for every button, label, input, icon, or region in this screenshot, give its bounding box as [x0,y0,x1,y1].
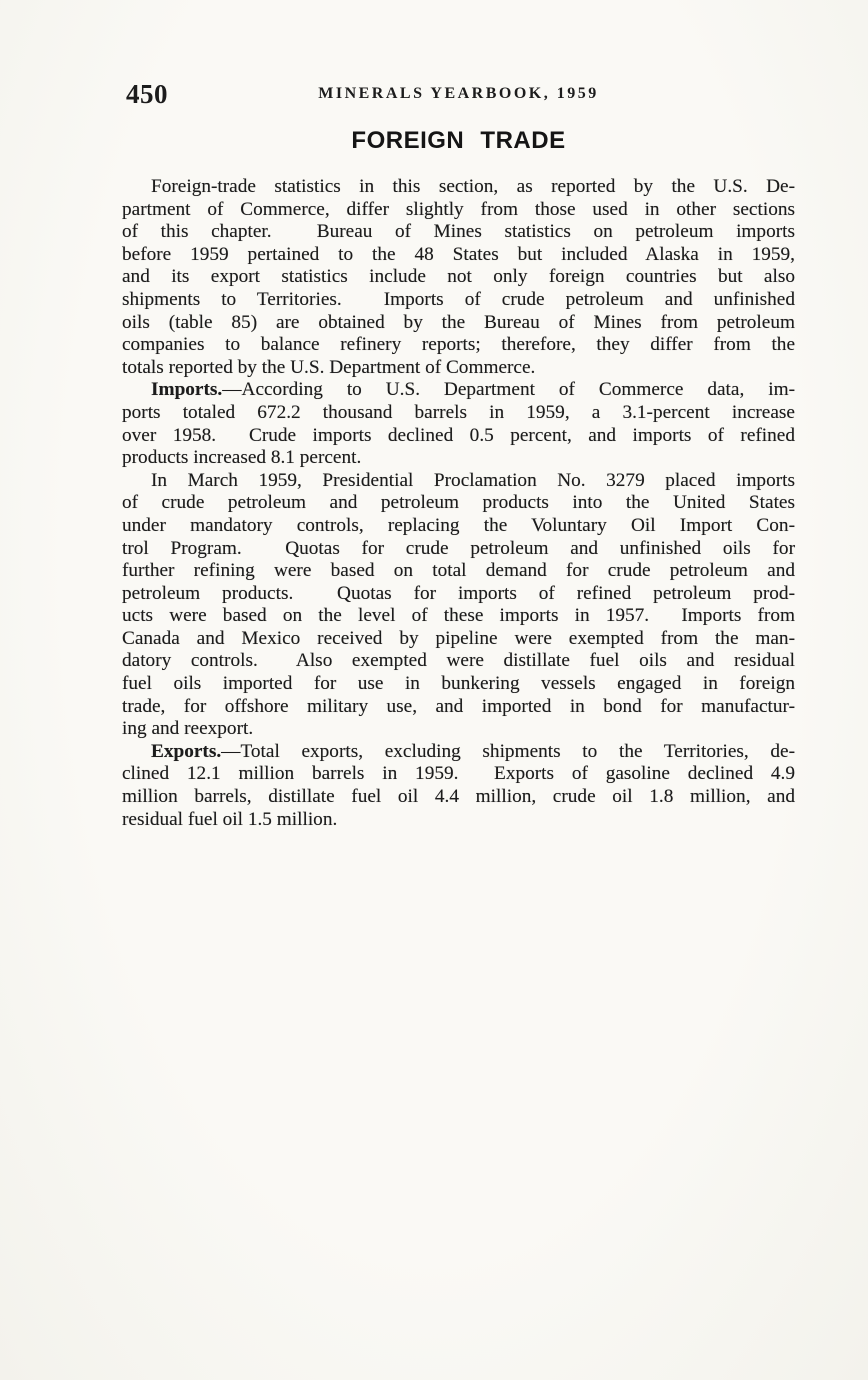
text-line: Foreign-trade statistics in this section, as reported by the U.S. De- [151,176,795,197]
body-text [122,176,795,831]
page-number: 450 [126,79,168,109]
text-line: residual fuel oil 1.5 million. [122,808,338,830]
text-line: trade, for offshore military use, and imported in bond for manufactur- [122,695,795,717]
text-line: companies to balance refinery reports; therefore, they differ from the [122,334,795,356]
text-line: ucts were based on the level of these imports in 1957. Imports from [122,605,795,627]
text-line: products increased 8.1 percent. [122,447,362,469]
section-title: FOREIGN TRADE [351,127,566,154]
text-line: partment of Commerce, differ slightly from those used in other sections [122,198,795,220]
text-line: totals reported by the U.S. Department of Commerce. [122,356,536,378]
text-line: of this chapter. Bureau of Mines statistics on petroleum imports [122,221,795,243]
text-line: over 1958. Crude imports declined 0.5 percent, and imports of refined [122,424,795,446]
text-line: under mandatory controls, replacing the Voluntary Oil Import Con- [122,514,795,536]
text-line: clined 12.1 million barrels in 1959. Exports of gasoline declined 4.9 [122,763,795,785]
text-line: of crude petroleum and petroleum products into the United States [122,492,795,514]
text-line: Exports.—Total exports, excluding shipments to the Territories, de- [151,740,795,762]
text-line: Imports.—According to U.S. Department of Commerce data, im- [151,379,795,401]
text-line: fuel oils imported for use in bunkering vessels engaged in foreign [122,673,795,695]
running-header: MINERALS YEARBOOK, 1959 [318,85,599,102]
text-line: trol Program. Quotas for crude petroleum and unfinished oils for [122,537,795,559]
text-line: In March 1959, Presidential Proclamation No. 3279 placed imports [151,469,795,491]
text-line: ports totaled 672.2 thousand barrels in 1959, a 3.1-percent increase [122,401,795,423]
text-line: petroleum products. Quotas for imports of refined petroleum prod- [122,582,795,604]
page-header [122,79,795,110]
text-line: further refining were based on total demand for crude petroleum and [122,560,795,582]
text-line: million barrels, distillate fuel oil 4.4 million, crude oil 1.8 million, and [122,786,795,808]
text-line: Canada and Mexico received by pipeline were exempted from the man- [122,627,795,649]
paragraph-lead: Imports. [151,379,223,401]
paragraph-lead: Exports. [151,740,222,762]
text-line: shipments to Territories. Imports of crude petroleum and unfinished [122,288,795,310]
text-line: datory controls. Also exempted were distillate fuel oils and residual [122,650,795,672]
text-line: before 1959 pertained to the 48 States but included Alaska in 1959, [122,243,795,265]
text-line: ing and reexport. [122,718,254,740]
text-line: oils (table 85) are obtained by the Bureau of Mines from petroleum [122,311,795,333]
text-line: and its export statistics include not only foreign countries but also [122,266,795,288]
